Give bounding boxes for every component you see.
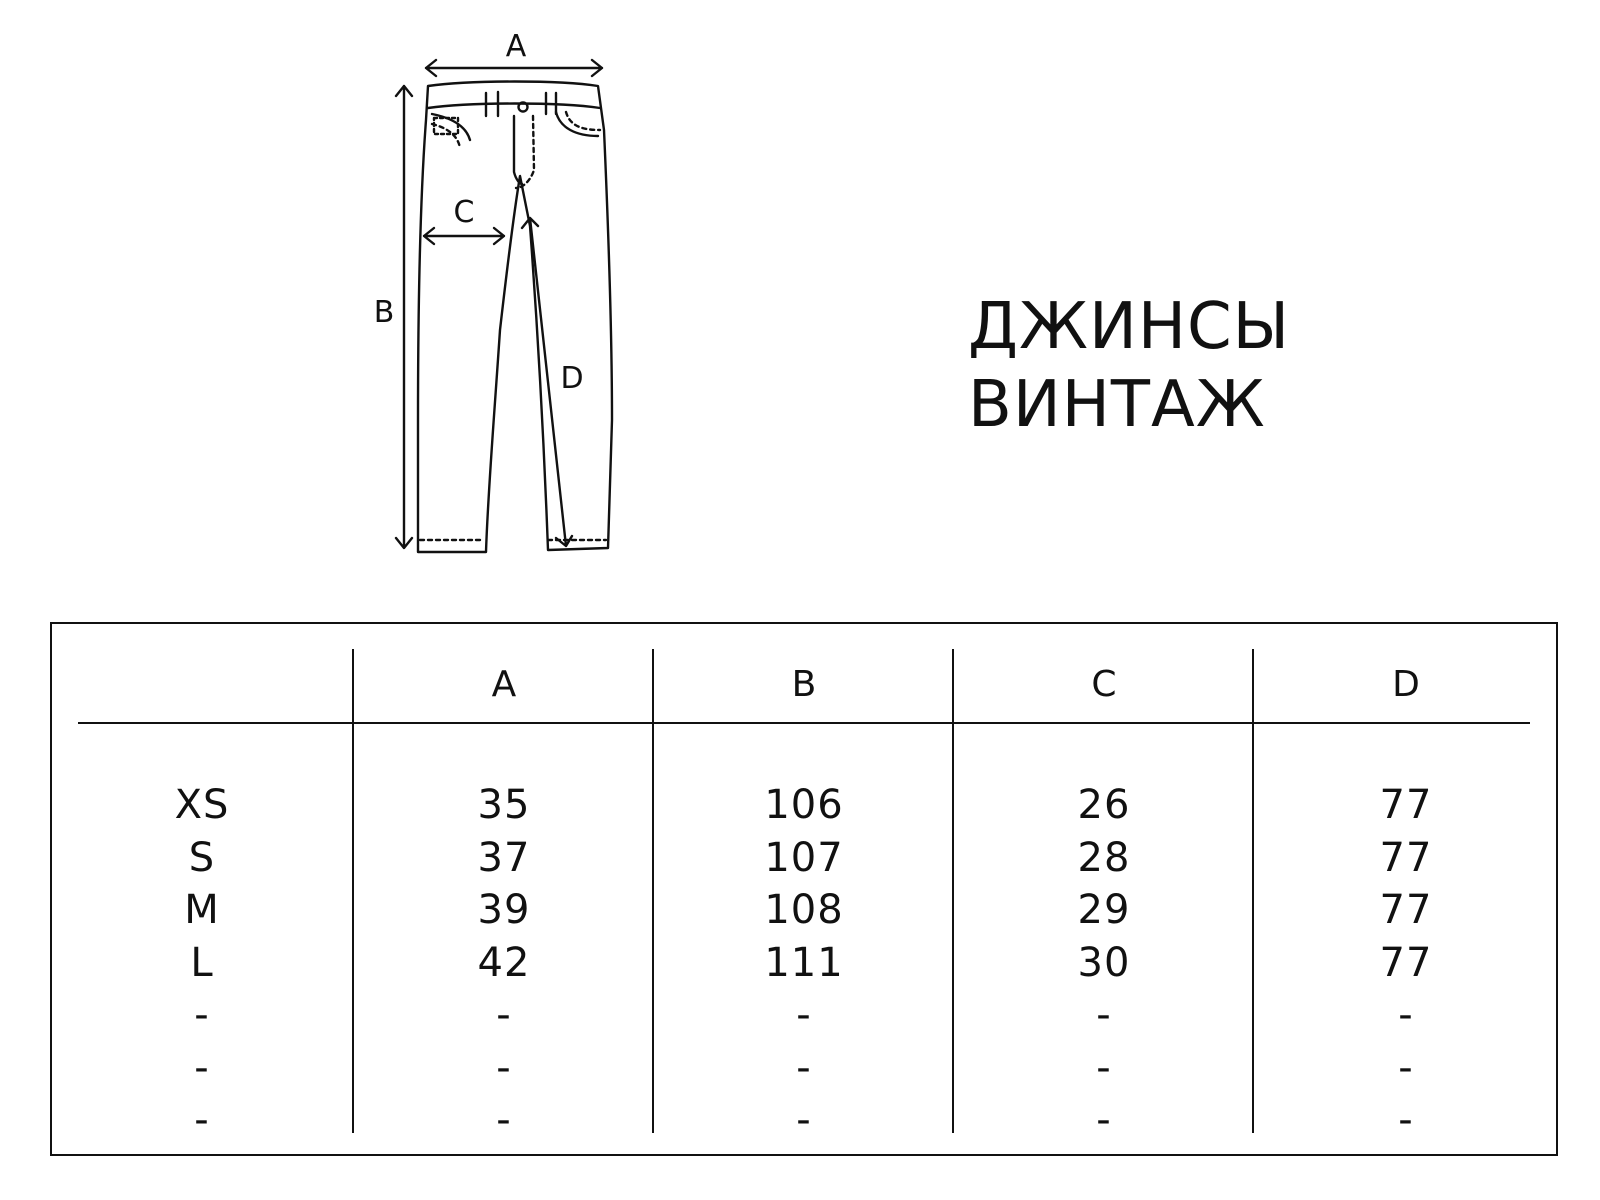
size-label: L (190, 939, 214, 986)
column-cells (954, 779, 1254, 1147)
measurement-arrows (396, 60, 602, 548)
table-cell: 111 (764, 939, 844, 986)
column-header: B (791, 663, 817, 705)
table-cell: 28 (1077, 834, 1131, 881)
table-cell: - (1398, 992, 1414, 1038)
measure-column-b (652, 649, 954, 1143)
table-cell: 77 (1379, 887, 1433, 933)
table-cell: 106 (764, 782, 844, 828)
table-cell: 77 (1379, 939, 1433, 986)
product-title-line2: ВИНТАЖ (968, 368, 1266, 442)
jeans-measurement-diagram (0, 0, 700, 580)
label-a: A (505, 29, 527, 64)
fly (514, 116, 522, 184)
size-column (52, 649, 352, 1143)
product-title-line1: ДЖИНСЫ (968, 290, 1291, 364)
table-cell: 29 (1077, 887, 1131, 933)
table-cell: - (796, 1044, 812, 1091)
table-cell: - (1096, 992, 1112, 1038)
table-cell: 26 (1077, 782, 1131, 828)
table-cell: 30 (1077, 939, 1131, 986)
table-cell: 108 (764, 887, 844, 933)
table-cell: - (1398, 1097, 1414, 1143)
arrow-c (424, 228, 504, 244)
column-header: A (491, 663, 517, 705)
table-cell: 35 (477, 782, 531, 828)
measure-column-c (952, 649, 1254, 1143)
label-d: D (560, 361, 584, 396)
table-cell: - (496, 1044, 512, 1091)
table-cell: - (796, 1097, 812, 1143)
table-cell: - (796, 992, 812, 1038)
table-cell: 42 (477, 939, 531, 986)
size-label: M (184, 887, 220, 933)
label-c: C (453, 195, 475, 230)
left-pocket-stitch (432, 124, 460, 148)
table-cell: 77 (1379, 834, 1433, 881)
table-cell: 77 (1379, 782, 1433, 828)
table-cell: 107 (764, 834, 844, 881)
size-label: XS (174, 782, 230, 828)
column-header: D (1392, 663, 1420, 705)
column-cells (52, 779, 352, 1147)
table-cell: - (496, 1097, 512, 1143)
arrow-b (396, 86, 412, 548)
column-header (52, 649, 352, 719)
table-cell: - (1096, 1097, 1112, 1143)
right-pocket-stitch (566, 112, 600, 130)
column-header: C (1091, 663, 1117, 705)
measure-column-d (1252, 649, 1558, 1143)
column-cells (654, 779, 954, 1147)
jeans-outline (418, 82, 612, 553)
size-label: - (194, 1044, 210, 1091)
table-cell: - (496, 992, 512, 1038)
table-cell: 39 (477, 887, 531, 933)
table-cell: - (1096, 1044, 1112, 1091)
column-cells (1254, 779, 1558, 1147)
size-label: - (194, 1097, 210, 1143)
size-label: S (188, 834, 216, 881)
label-b: B (373, 295, 395, 330)
column-cells (354, 779, 654, 1147)
measure-column-a (352, 649, 654, 1143)
size-label: - (194, 992, 210, 1038)
table-cell: 37 (477, 834, 531, 881)
table-cell: - (1398, 1044, 1414, 1091)
size-table (50, 622, 1558, 1156)
product-title (968, 288, 1290, 444)
right-pocket (556, 112, 598, 136)
waistband (428, 104, 600, 109)
